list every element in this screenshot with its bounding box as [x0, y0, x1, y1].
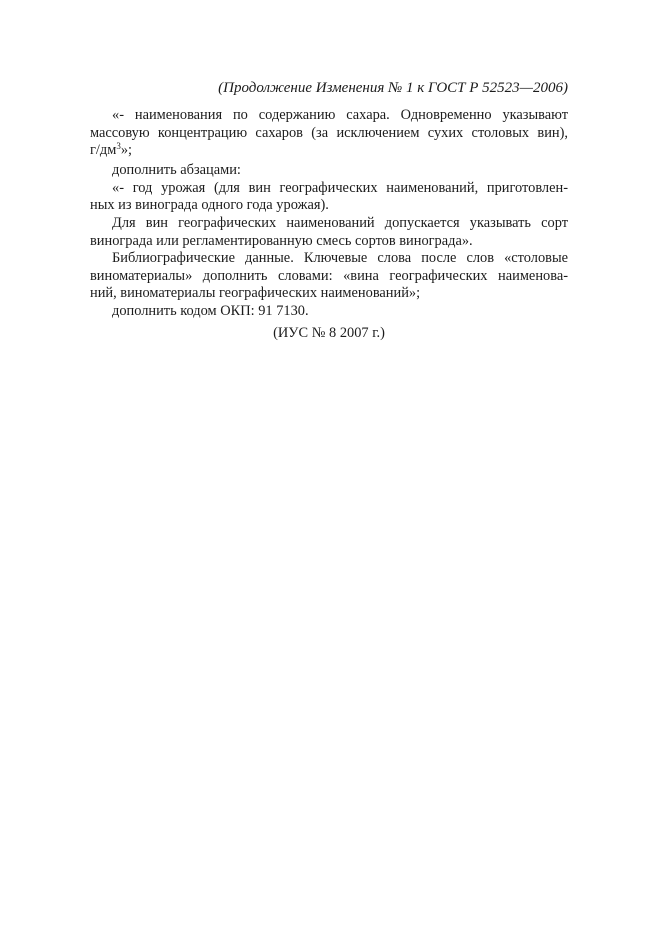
- paragraph-line: «- наименования по содержанию сахара. Одновременно указывают: [112, 107, 568, 123]
- paragraph-line: ных из винограда одного года урожая).: [90, 197, 329, 214]
- unit-text: г/дм: [90, 142, 117, 159]
- paragraph-line: Библиографические данные. Ключевые слова после слов «столовые: [112, 250, 568, 267]
- paragraph-line: винограда или регламентированную смесь сортов винограда».: [90, 232, 473, 249]
- unit-suffix: »;: [120, 142, 133, 159]
- paragraph-line: виноматериалы» дополнить словами: «вина географических наименова-: [90, 267, 568, 284]
- paragraph-line: Для вин географических наименований допускается указывать сорт: [112, 214, 568, 231]
- paragraph-line: массовую концентрацию сахаров (за исключением сухих столовых вин),: [90, 124, 568, 141]
- paragraph-line: ний, виноматериалы географических наименований»;: [90, 285, 421, 302]
- document-body: [90, 107, 568, 321]
- unit-superscript: 3: [116, 141, 121, 152]
- paragraph-line: «- год урожая (для вин географических наименований, приготовлен-: [112, 179, 568, 196]
- paragraph-line: [90, 142, 568, 162]
- paragraph-line: дополнить кодом ОКП: 91 7130.: [112, 302, 309, 319]
- continuation-header: (Продолжение Изменения № 1 к ГОСТ Р 52523—2006): [218, 80, 568, 96]
- ius-reference: (ИУС № 8 2007 г.): [273, 325, 385, 341]
- paragraph-line: дополнить абзацами:: [112, 162, 241, 179]
